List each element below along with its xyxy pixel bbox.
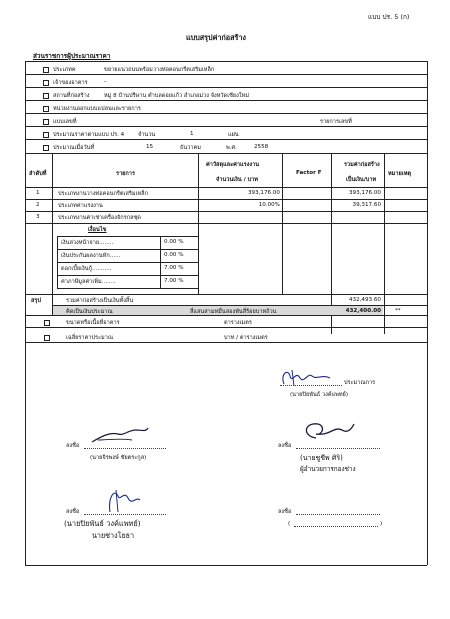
size-label: ขนาดหรือเนื้อที่อาคาร — [66, 320, 120, 326]
summary-total-label: รวมค่าก่อสร้างเป็นเงินทั้งสิ้น — [66, 298, 134, 304]
location-value: หมู่ 8 บ้านปรีษาน ตำบลดอยแก้ว อำเภอม่วง จังหวัดเชียงใหม่ — [104, 93, 250, 99]
left2-role: นายช่างโยธา — [92, 531, 135, 540]
sign-prefix: ลงชื่อ — [66, 443, 80, 449]
condition-value: 0.00 % — [164, 239, 184, 245]
condition-label: เงินประกันผลงานหัก...... — [61, 253, 121, 259]
summary-rounded-words: สี่แสนสามหมื่นสองพันสี่ร้อยบาทถ้วน — [190, 309, 277, 315]
owner-label: เจ้าของอาคาร — [53, 80, 88, 86]
avg-label: เฉลี่ยราคาประมาณ — [66, 335, 114, 341]
header-cost-top: ค่าวัสดุและค่าแรงงาน — [206, 162, 260, 168]
category-label: ประเภทค — [53, 67, 76, 73]
row-cost: 10.00% — [258, 202, 280, 208]
page-title: แบบสรุปค่าก่อสร้าง — [186, 33, 246, 42]
summary-note: ** — [395, 308, 401, 314]
row-item: ประเภทงานวางท่อคอนกรีตเสริมเหล็ก — [58, 191, 148, 197]
right2-name-bracket-open: ( — [288, 521, 291, 527]
header-cost-bottom: จำนวนเงิน / บาท — [216, 177, 258, 183]
checkbox-icon — [43, 145, 49, 151]
location-label: สถานที่ก่อสร้าง — [53, 93, 90, 99]
row-item: ประเภทงานค่าเช่าเครื่องจักรกลชุด — [58, 215, 141, 221]
category-value: ขยายแนวถนนพร้อมวางท่อคอนกรีตเสริมเหล็ก — [104, 67, 215, 73]
conditions-title: เงื่อนไข — [88, 227, 107, 233]
signature-icon — [104, 486, 144, 514]
signature-icon — [296, 418, 356, 444]
date-label: ประมาณเมื่อวันที่ — [53, 145, 95, 151]
checkbox-icon — [43, 106, 49, 112]
condition-label: ค่าภาษีมูลค่าเพิ่ม........ — [61, 279, 116, 285]
header-total-top: รวมค่าก่อสร้าง — [344, 162, 380, 168]
sign-prefix: ลงชื่อ — [278, 443, 292, 449]
header-total-bottom: เป็นเงิน/บาท — [346, 177, 377, 183]
checkbox-icon — [43, 93, 49, 99]
estimator-role: ประมาณการ — [344, 380, 376, 386]
form-code: แบบ ปร. 5 (ก) — [368, 13, 410, 21]
row-item: ประเภทค่าแรงงาน — [58, 203, 103, 209]
summary-rounded: 432,400.00 — [345, 308, 381, 314]
condition-value: 0.00 % — [164, 252, 184, 258]
checkbox-icon — [44, 320, 50, 326]
estimator-name: (นายปิยพันธ์ วงค์แพทย์) — [290, 392, 349, 398]
checkbox-icon — [43, 80, 49, 86]
summary-label: สรุป — [31, 298, 41, 304]
condition-value: 7.00 % — [164, 265, 184, 271]
sign-prefix: ลงชื่อ — [278, 509, 292, 515]
row-total: 393,176.00 — [348, 190, 381, 196]
row-total: 39,317.60 — [352, 202, 381, 208]
condition-label: เงินล่วงหน้าจ่าย........ — [61, 240, 114, 246]
header-no: ลำดับที่ — [29, 171, 47, 177]
estimate-label: ประมาณราคาตามแบบ ปร. 4 — [53, 132, 125, 138]
date-day: 15 — [146, 144, 154, 150]
header-note: หมายเหตุ — [388, 171, 412, 177]
avg-value: บาท / ตารางเมตร — [224, 335, 268, 341]
date-year-label: พ.ศ. — [226, 145, 237, 151]
row-no: 1 — [36, 190, 40, 196]
estimate-count: 1 — [190, 131, 194, 137]
date-month: ธันวาคม — [180, 145, 201, 151]
row-no: 3 — [36, 214, 40, 220]
left2-name: (นายปิยพันธ์ วงค์แพทย์) — [64, 519, 141, 528]
condition-value: 7.00 % — [164, 278, 184, 284]
sign-prefix: ลงชื่อ — [66, 509, 80, 515]
checkbox-icon — [43, 119, 49, 125]
signature-icon — [88, 422, 150, 446]
list-no-label: รายการเลขที่ — [320, 119, 352, 125]
section-title: ส่วนราชการผู้ประมาณราคา — [33, 52, 111, 60]
date-year: 2558 — [254, 144, 269, 150]
plan-no-label: แบบเลขที่ — [53, 119, 77, 125]
right1-name: (นายชูชีพ ศิริ) — [300, 454, 343, 462]
header-factor: Factor F — [296, 170, 322, 176]
checkbox-icon — [43, 132, 49, 138]
estimate-count-label: จำนวน — [138, 132, 156, 138]
left1-name: (นายจิรพงษ์ ชัยตระกูล) — [90, 455, 147, 461]
checkbox-icon — [43, 67, 49, 73]
summary-rounded-label: คิดเป็นเงินประมาณ — [66, 309, 113, 315]
agency-label: หน่วยงานออกแบบแปลนและรายการ — [53, 106, 141, 112]
row-no: 2 — [36, 202, 40, 208]
row-cost: 393,176.00 — [247, 190, 280, 196]
size-value: ตารางเมตร — [224, 320, 252, 326]
estimate-unit: แผ่น — [228, 132, 239, 138]
owner-value: – — [104, 79, 107, 85]
right1-role: ผู้อำนวยการกองช่าง — [300, 465, 356, 473]
header-item: รายการ — [116, 171, 135, 177]
condition-label: ดอกเบี้ยเงินกู้........... — [61, 266, 112, 272]
summary-total: 432,493.60 — [348, 297, 381, 303]
right2-name-bracket-close: ) — [380, 521, 383, 527]
checkbox-icon — [44, 335, 50, 341]
